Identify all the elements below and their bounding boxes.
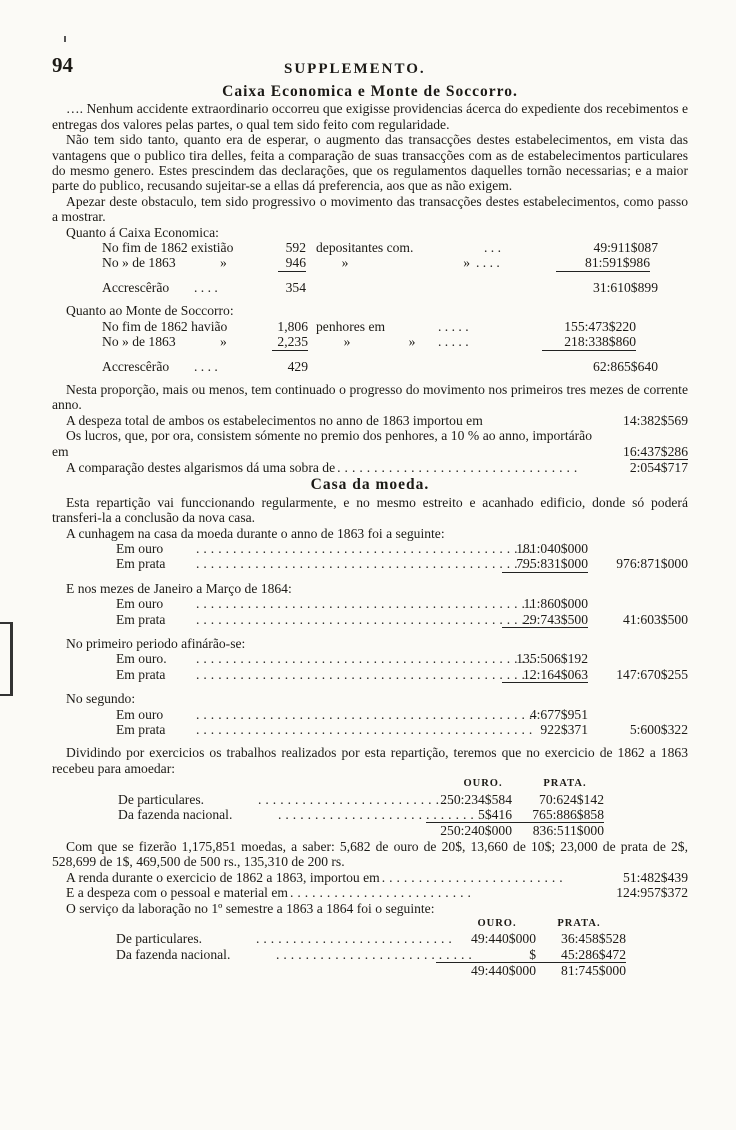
segundo-ouro: Em ouro .............................................. 4:677$951 (116, 706, 588, 722)
top-margin-mark (64, 36, 66, 42)
monte-intro: Quanto ao Monte de Soccorro: (66, 303, 234, 319)
table2-totals: 49:440$000 81:745$000 (471, 963, 626, 979)
paragraph: No primeiro periodo afinárão-se: (66, 636, 246, 651)
monte-row-1862: No fim de 1862 havião 1,806 penhores em . . . . . 155:473$220 (102, 318, 636, 334)
paragraph: …. Nenhum accidente extraordinario occorreu que exigisse providencias ácerca do expediente dos recebimentos e entregas dos valores pelas partes, o qual tem sido feito com regularidade. (52, 101, 688, 132)
caixa-row-1863: No » de 1863 » 946 » » . . . . 81:591$986 (102, 255, 650, 271)
table1-header: OURO. PRATA. (463, 778, 587, 790)
monte-row-total: Accrescêrão . . . . 429 62:865$640 (102, 358, 658, 374)
paragraph: A cunhagem na casa da moeda durante o anno de 1863 foi a seguinte: (66, 525, 445, 541)
paragraph: No segundo: (66, 691, 136, 707)
section-title-moeda: Casa da moeda. (310, 476, 430, 494)
page-number: 94 (52, 53, 73, 77)
caixa-intro: Quanto á Caixa Economica: (66, 224, 219, 240)
renda-line: A renda durante o exercicio de 1862 a 1863, importou em ......................... 51:482$439 (66, 869, 688, 885)
page-body (52, 53, 688, 979)
caixa-row-1862: No fim de 1862 existião 592 depositantes com. . . . 49:911$087 (102, 240, 658, 256)
caixa-row-total: Accrescêrão . . . . 354 31:610$899 (102, 279, 658, 295)
segundo-prata: Em prata .............................................. 922$371 5:600$322 (116, 722, 688, 738)
monte-row-1863: No » de 1863 » 2,235 » » . . . . . 218:338$860 (102, 334, 636, 350)
page-header (52, 53, 688, 82)
afinacao-ouro: Em ouro. .............................................. 135:506$192 (116, 651, 588, 667)
paragraph: Dividindo por exercicios os trabalhos realizados por esta repartição, teremos que no exercicio de 1862 a 1863 recebeu para amoedar: (52, 745, 688, 776)
despeza-pessoal-line: E a despeza com o pessoal e material em ......................... 124:957$372 (66, 885, 688, 901)
paragraph: Não tem sido tanto, quanto era de esperar, o augmento das transacções destes estabelecimentos, em vista das vantagens que o publico tira delles, feita a comparação de suas transacções com as de estabelecimentos particulares do mesmo genero. Estes prescindem das declarações, que os regulamentos daquelles tornão necessarias; e a maior parte do publico, recusando sujeitar-se a ellas dá preferencia, aos que as não exigem. (52, 132, 688, 194)
table2-header: OURO. PRATA. (477, 917, 601, 929)
running-title: SUPPLEMENTO. (284, 61, 426, 77)
paragraph: O serviço da laboração no 1º semestre a 1863 a 1864 foi o seguinte: (66, 900, 435, 916)
despeza-line: A despeza total de ambos os estabelecimentos no anno de 1863 importou em 14:382$569 (66, 412, 688, 428)
table1-totals: 250:240$000 836:511$000 (440, 823, 604, 839)
paragraph: Nesta proporção, mais ou menos, tem continuado o progresso do movimento nos primeiros tres mezes de corrente anno. (52, 381, 688, 413)
table1-row-fazenda: Da fazenda nacional. ........................... 5$416 765:886$858 (118, 807, 604, 823)
sobra-line: A comparação destes algarismos dá uma sobra de ................................. 2:054$717 (66, 459, 688, 475)
afinacao-prata: Em prata .............................................. 12:164$063 147:670$255 (116, 666, 688, 682)
paragraph: E nos mezes de Janeiro a Março de 1864: (66, 580, 292, 596)
margin-bracket-mark (0, 622, 13, 696)
table2-row-fazenda: Da fazenda nacional. ........................... $ 45:286$472 (116, 946, 626, 962)
paragraph: Com que se fizerão 1,175,851 moedas, a saber: 5,682 de ouro de 20$, 13,660 de 10$; 23,000 de prata de 2$, 528,699 de 1$, 469,500 de 500 rs., 135,310 de 200 rs. (52, 838, 688, 870)
table2-row-particulares: De particulares. ........................... 49:440$000 36:458$528 (116, 931, 626, 947)
table1-row-particulares: De particulares. ........................... 250:234$584 70:624$142 (118, 791, 604, 807)
jan-mar-prata: Em prata .............................................. 29:743$500 41:603$500 (116, 611, 688, 627)
cunhagem-prata: Em prata .............................................. 795:831$000 976:871$000 (116, 556, 688, 572)
cunhagem-ouro: Em ouro .............................................. 181:040$000 (116, 540, 588, 556)
lucros-line: Os lucros, que, por ora, consistem sómente no premio dos penhores, a 10 % ao anno, importárão em 16:437$286 (52, 428, 688, 459)
section-title-caixa: Caixa Economica e Monte de Soccorro. (222, 83, 518, 100)
jan-mar-ouro: Em ouro .............................................. 11:860$000 (116, 596, 588, 612)
paragraph: Esta repartição vai funccionando regularmente, e no mesmo estreito e acanhado edificio, donde só poderá transferi-la a conclusão da nova casa. (52, 494, 688, 526)
paragraph: Apezar deste obstaculo, tem sido progressivo o movimento das transacções destes estabelecimentos, como passo a mostrar. (52, 193, 688, 225)
